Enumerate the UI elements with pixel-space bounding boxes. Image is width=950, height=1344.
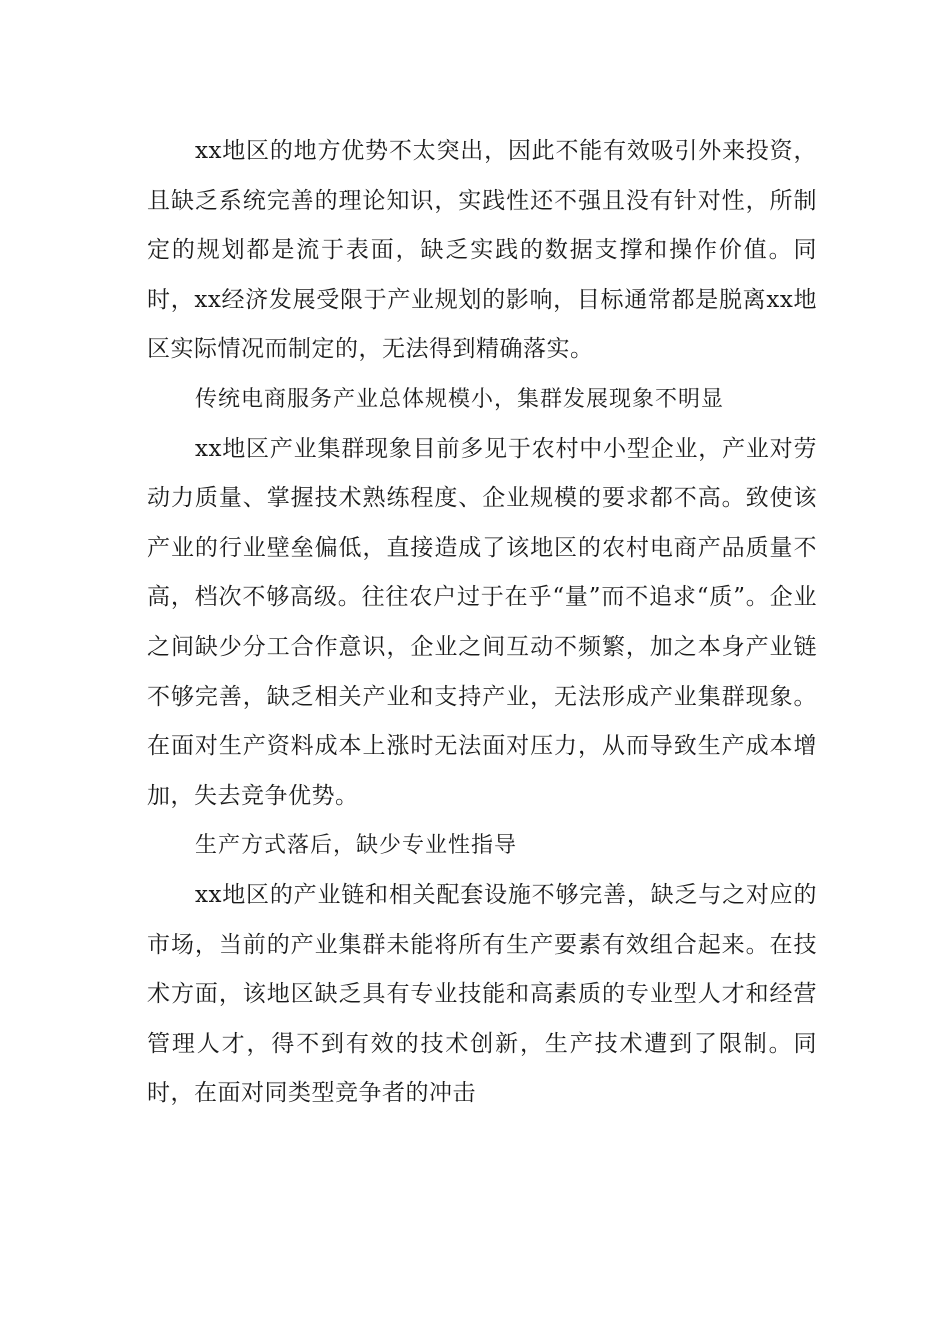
document-body: [147, 127, 817, 1119]
body-paragraph: xx地区的地方优势不太突出，因此不能有效吸引外来投资，且缺乏系统完善的理论知识，实践性还不强且没有针对性，所制定的规划都是流于表面，缺乏实践的数据支撑和操作价值。同时，xx经济发展受限于产业规划的影响，目标通常都是脱离xx地区实际情况而制定的，无法得到精确落实。: [147, 138, 817, 363]
section-heading: 传统电商服务产业总体规模小，集群发展现象不明显: [195, 386, 725, 412]
body-paragraph: xx地区的产业链和相关配套设施不够完善，缺乏与之对应的市场，当前的产业集群未能将所有生产要素有效组合起来。在技术方面，该地区缺乏具有专业技能和高素质的专业型人才和经营管理人才，得不到有效的技术创新，生产技术遭到了限制。同时，在面对同类型竞争者的冲击: [147, 881, 817, 1107]
section-heading: 生产方式落后，缺少专业性指导: [195, 833, 518, 859]
body-paragraph: xx地区产业集群现象目前多见于农村中小型企业，产业对劳动力质量、掌握技术熟练程度、企业规模的要求都不高。致使该产业的行业壁垒偏低，直接造成了该地区的农村电商产品质量不高，档次不够高级。往往农户过于在乎“量”而不追求“质”。企业之间缺少分工合作意识，企业之间互动不频繁，加之本身产业链不够完善，缺乏相关产业和支持产业，无法形成产业集群现象。在面对生产资料成本上涨时无法面对压力，从而导致生产成本增加，失去竞争优势。: [147, 435, 817, 809]
